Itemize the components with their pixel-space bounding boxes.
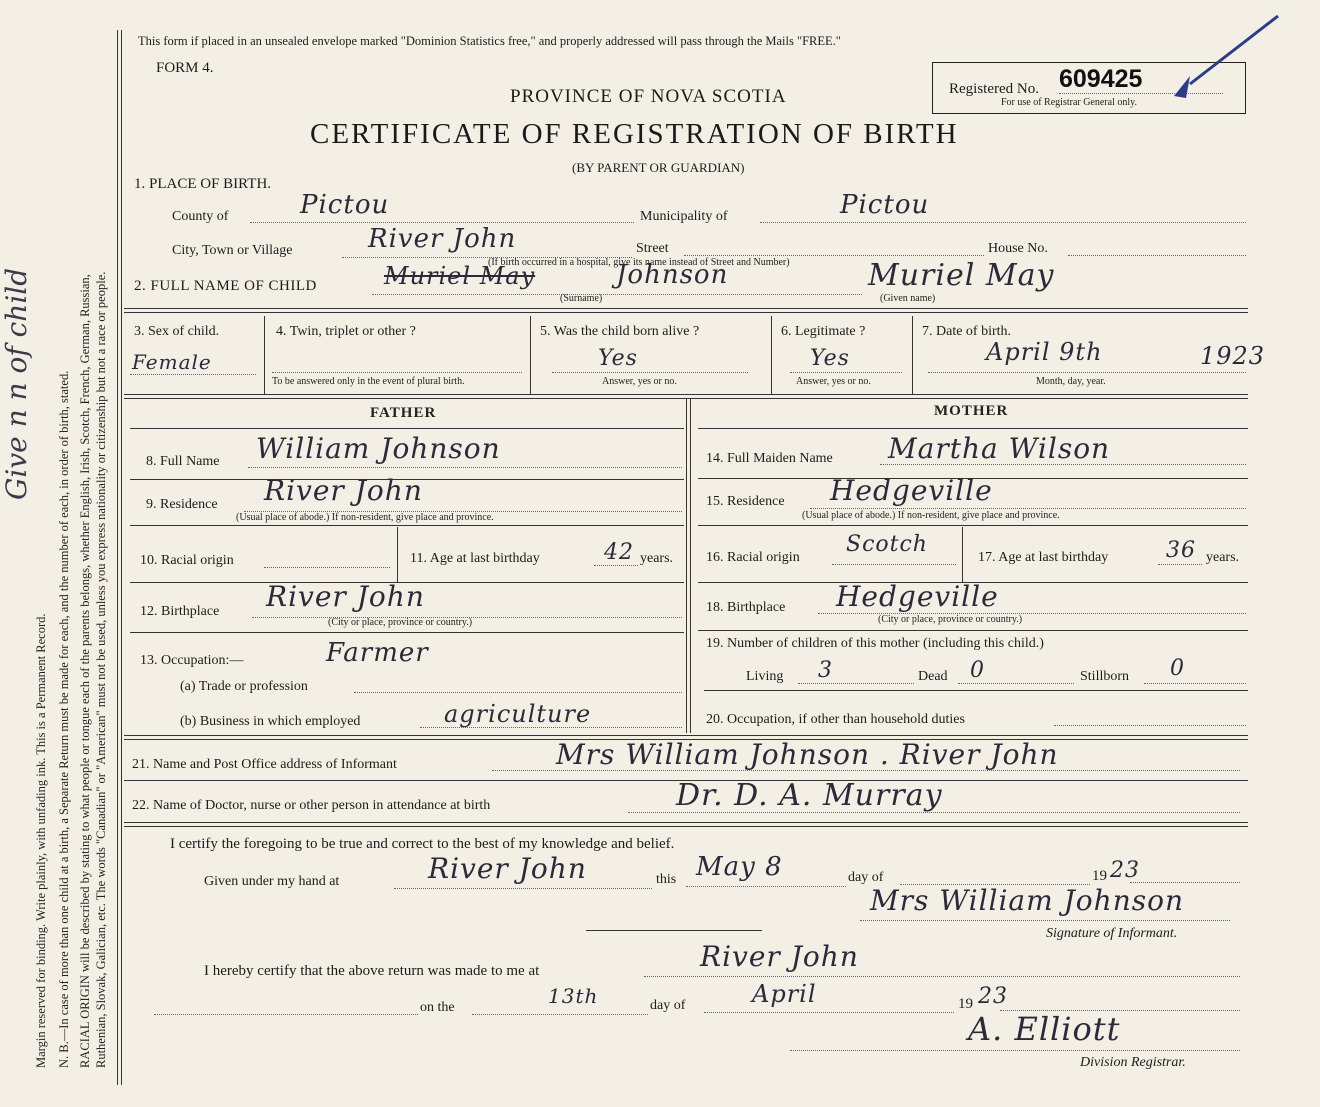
dob-label: 7. Date of birth. [922,324,1012,339]
county-label: County of [172,209,229,224]
business-value: agriculture [444,700,592,728]
sex-label: 3. Sex of child. [134,324,220,339]
surname-caption: (Surname) [560,293,603,304]
informant-value: Mrs William Johnson . River John [556,738,1059,771]
child-given-name: Muriel May [868,258,1055,293]
child-name-label: 2. FULL NAME OF CHILD [134,278,317,294]
registrar-day-of-label: day of [650,998,686,1013]
father-age-value: 42 [604,540,634,565]
mother-residence-label: 15. Residence [706,494,785,509]
legitimate-value: Yes [810,346,850,371]
municipality-value: Pictou [840,190,930,220]
mother-residence-value: Hedgeville [830,474,993,507]
legitimate-label: 6. Legitimate ? [781,324,866,339]
informant-label: 21. Name and Post Office address of Informant [132,757,397,772]
mother-birthplace-label: 18. Birthplace [706,600,786,615]
certificate-title: CERTIFICATE OF REGISTRATION OF BIRTH [310,118,959,150]
registrar-year-prefix: 19 [958,996,973,1012]
registrar-use-note: For use of Registrar General only. [1001,97,1137,108]
struck-child-name: Muriel May [384,262,536,290]
twin-label: 4. Twin, triplet or other ? [276,324,416,339]
municipality-label: Municipality of [640,209,728,224]
place-of-birth-heading: 1. PLACE OF BIRTH. [134,176,272,192]
child-surname: Johnson [616,260,729,290]
trade-label: (a) Trade or profession [180,679,308,694]
twin-note: To be answered only in the event of plural birth. [272,376,465,387]
registered-number: 609425 [1059,65,1143,93]
alive-note: Answer, yes or no. [602,376,677,387]
mother-racial-value: Scotch [846,532,928,557]
mother-name-label: 14. Full Maiden Name [706,451,833,466]
living-value: 3 [818,658,833,683]
house-number-label: House No. [988,241,1048,256]
margin-rule [117,30,118,1085]
father-birthplace-note: (City or place, province or country.) [328,617,473,628]
dead-label: Dead [918,669,948,684]
city-label: City, Town or Village [172,243,293,258]
certify-statement: I certify the foregoing to be true and correct to the best of my knowledge and belief. [170,836,675,852]
mother-children-label: 19. Number of children of this mother (including this child.) [706,636,1044,651]
stillborn-value: 0 [1170,656,1185,681]
mother-birthplace-value: Hedgeville [836,580,999,613]
legitimate-note: Answer, yes or no. [796,376,871,387]
father-occupation-label: 13. Occupation:— [140,653,244,668]
father-birthplace-label: 12. Birthplace [140,604,220,619]
registered-label: Registered No. [949,81,1039,97]
father-occupation-value: Farmer [326,638,429,668]
county-value: Pictou [300,190,390,220]
city-value: River John [368,224,517,254]
father-name-label: 8. Full Name [146,454,220,469]
this-value: May 8 [696,852,783,882]
registrar-month-value: April [752,980,817,1008]
margin-instruction-1: Margin reserved for binding. Write plainly, with unfading ink. This is a Permanent Record. [34,613,48,1068]
registrar-caption: Division Registrar. [1080,1055,1186,1070]
dob-value: April 9th [986,338,1103,366]
registrar-place-value: River John [700,940,859,973]
living-label: Living [746,669,784,684]
informant-signature: Mrs William Johnson [870,884,1184,917]
this-label: this [656,872,677,887]
mother-birthplace-note: (City or place, province or country.) [878,614,1023,625]
father-name-value: William Johnson [256,432,501,465]
certify-year-suffix: 23 [1110,858,1140,883]
mother-age-value: 36 [1166,538,1196,563]
registrar-year-suffix: 23 [978,984,1008,1009]
mother-residence-note: (Usual place of abode.) If non-resident, give place and province. [802,510,1060,521]
mother-name-value: Martha Wilson [888,432,1111,465]
father-residence-label: 9. Residence [146,497,218,512]
margin-rule-inner [121,30,122,1085]
margin-handwriting: Give n n of child [0,267,33,500]
doctor-label: 22. Name of Doctor, nurse or other person in attendance at birth [132,798,491,813]
dead-value: 0 [970,658,985,683]
father-racial-label: 10. Racial origin [140,553,234,568]
margin-instruction-3: RACIAL ORIGIN will be described by stating to what people or tongue each of the parents belongs, whether English, Irish, Scotch, French, German, Russian, [78,274,92,1068]
alive-value: Yes [598,346,638,371]
father-age-label: 11. Age at last birthday [410,551,540,566]
mother-racial-label: 16. Racial origin [706,550,800,565]
mother-heading: MOTHER [934,403,1009,419]
father-heading: FATHER [370,405,437,421]
father-birthplace-value: River John [266,580,425,613]
dob-year: 1923 [1200,342,1266,370]
mailing-notice: This form if placed in an unsealed envelope marked "Dominion Statistics free," and properly addressed will pass through the Mails "FREE." [138,34,841,48]
mother-years-label: years. [1206,550,1240,565]
registrar-statement: I hereby certify that the above return was made to me at [204,963,540,979]
given-under-label: Given under my hand at [204,874,340,889]
business-label: (b) Business in which employed [180,714,361,729]
registrar-signature: A. Elliott [968,1010,1121,1048]
father-residence-value: River John [264,474,423,507]
dob-note: Month, day, year. [1036,376,1106,387]
pen-mark-icon [1160,10,1290,110]
certificate-subtitle: (BY PARENT OR GUARDIAN) [572,160,745,175]
margin-instruction-4: Ruthenian, Slovak, Galician, etc. The words "Canadian" or "American" must not be used, unless you express nationality or citizenship but not a race or people. [94,271,108,1068]
given-place-value: River John [428,852,587,885]
alive-label: 5. Was the child born alive ? [540,324,700,339]
father-residence-note: (Usual place of abode.) If non-resident, give place and province. [236,512,494,523]
on-the-label: on the [420,1000,455,1015]
street-note: (If birth occurred in a hospital, give its name instead of Street and Number) [488,257,790,268]
given-name-caption: (Given name) [880,293,936,304]
day-of-label: day of [848,870,884,885]
margin-instruction-2: N. B.—In case of more than one child at a birth, a Separate Return must be made for each, and the number of each, in order of birth, stated. [57,370,71,1068]
signature-caption: Signature of Informant. [1046,926,1178,941]
sex-value: Female [132,350,212,374]
certify-year-prefix: 19 [1092,868,1107,884]
province-heading: PROVINCE OF NOVA SCOTIA [510,86,787,107]
mother-occupation-label: 20. Occupation, if other than household duties [706,712,965,727]
stillborn-label: Stillborn [1080,669,1130,684]
doctor-value: Dr. D. A. Murray [676,778,943,813]
form-number: FORM 4. [156,60,214,76]
registrar-day-value: 13th [548,984,599,1008]
father-years-label: years. [640,551,674,566]
mother-age-label: 17. Age at last birthday [978,550,1109,565]
street-label: Street [636,241,669,256]
